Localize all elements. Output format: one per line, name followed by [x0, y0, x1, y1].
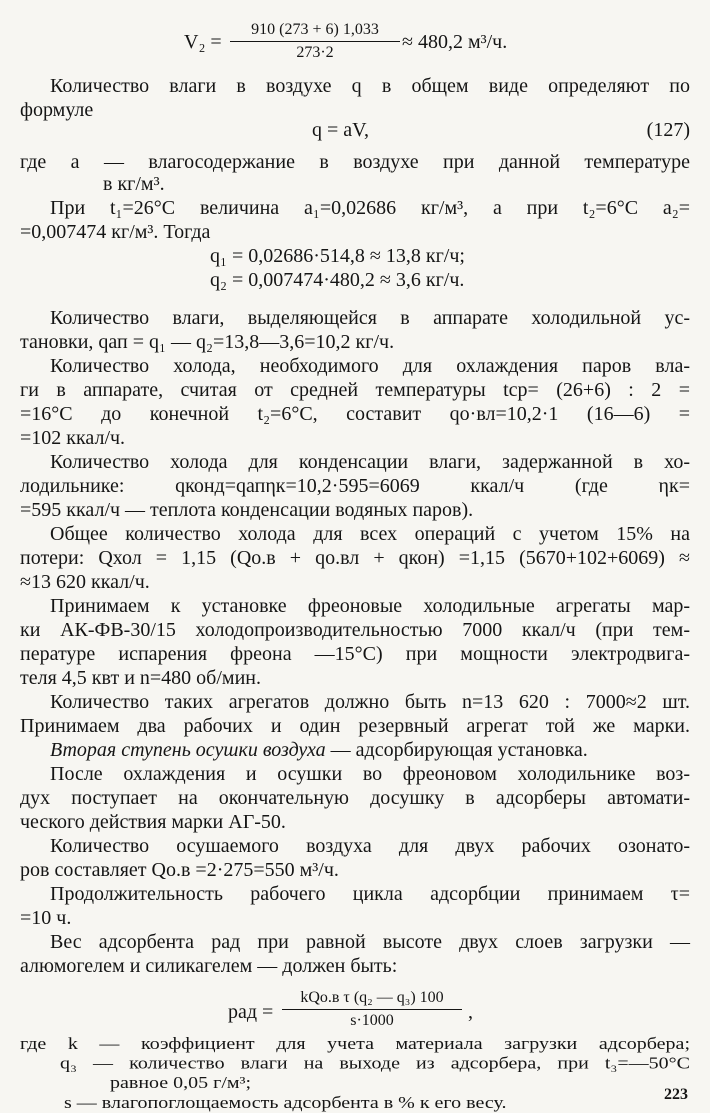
text-line: При t₁=26°С величина a₁=0,02686 кг/м³, а при t₂=6°С a₂=: [50, 197, 690, 219]
definitions-block: [20, 1034, 690, 1113]
text-line: формуле: [20, 99, 94, 121]
text-line: Количество таких агрегатов должно быть n=13 620 : 7000≈2 шт.: [50, 691, 690, 713]
text-line: =102 ккал/ч.: [20, 427, 126, 449]
text-line: лодильнике: qконд=qапηк=10,2·595=6069 ккал/ч (где ηк=: [20, 475, 690, 497]
text-line: потери: Qхол = 1,15 (Qо.в + qо.вл + qкон) =1,15 (5670+102+6069) ≈: [20, 547, 690, 569]
text-line: Количество влаги в воздухе q в общем виде определяют по: [50, 75, 690, 97]
text-line: Количество влаги, выделяющейся в аппарате холодильной ус-: [50, 307, 690, 329]
definition-s: s — влагопоглощаемость адсорбента в % к его весу.: [64, 1093, 507, 1112]
page-number: 223: [664, 1086, 688, 1103]
definition-q3-cont: равное 0,05 г/м³;: [110, 1074, 252, 1093]
text-line: Общее количество холода для всех операций с учетом 15% на: [50, 523, 690, 545]
equation-number: (127): [646, 119, 690, 141]
formula-pad-denominator: s·1000: [350, 1012, 394, 1029]
definition-k: где k — коэффициент для учета материала загрузки адсорбера;: [20, 1034, 690, 1053]
text-line: алюмогелем и силикагелем — должен быть:: [20, 955, 398, 977]
text-line: ров составляет Qо.в =2·275=550 м³/ч.: [20, 859, 339, 881]
formula-pad-lhs: pад =: [228, 1001, 274, 1023]
text-line: [50, 738, 690, 762]
text-line: =10 ч.: [20, 907, 72, 929]
text-line: теля 4,5 квт и n=480 об/мин.: [20, 667, 261, 689]
text-line: =595 ккал/ч — теплота конденсации водяных паров).: [20, 499, 474, 521]
text-line: ки АК-ФВ-30/15 холодопроизводительностью 7000 ккал/ч (при тем-: [20, 619, 690, 641]
text-line: =0,007474 кг/м³. Тогда: [20, 221, 211, 243]
text-line: тановки, qап = q₁ — q₂=13,8—3,6=10,2 кг/ч.: [20, 331, 395, 353]
formula-v2-rhs: ≈ 480,2 м³/ч.: [402, 31, 508, 53]
text-line: дух поступает на окончательную досушку в адсорберы автомати-: [20, 787, 690, 809]
formula-q1: q₁ = 0,02686·514,8 ≈ 13,8 кг/ч;: [210, 245, 465, 267]
text-line: где a — влагосодержание в воздухе при данной температуре: [20, 151, 690, 173]
text-line: Принимаем два рабочих и один резервный агрегат той же марки.: [20, 715, 690, 737]
definition-q3: q₃ — количество влаги на выходе из адсорбера, при t₃=—50°С: [60, 1054, 690, 1073]
formula-pad-fraction: [282, 988, 462, 1031]
formula-v2-lhs: V₂ =: [184, 31, 222, 53]
text-line: пературе испарения фреона —15°С) при мощности электродвига-: [20, 643, 690, 665]
formula-pad-rhs: ,: [468, 1001, 473, 1023]
text-line: Принимаем к установке фреоновые холодильные агрегаты мар-: [50, 595, 690, 617]
formula-q2: q₂ = 0,007474·480,2 ≈ 3,6 кг/ч.: [210, 269, 465, 291]
italic-heading: Вторая ступень осушки воздуха: [50, 739, 326, 761]
text-line: Количество осушаемого воздуха для двух рабочих озонато-: [50, 835, 690, 857]
text-line: ≈13 620 ккал/ч.: [20, 571, 150, 593]
text-line: Продолжительность рабочего цикла адсорбции принимаем τ=: [50, 883, 690, 905]
text-line: ги в аппарате, считая от средней температуры tср= (26+6) : 2 =: [20, 379, 690, 401]
formula-q: q = aV,: [312, 119, 370, 141]
text-fragment: — адсорбирующая установка.: [325, 739, 588, 761]
formula-v2-numerator: 910 (273 + 6) 1,033: [251, 21, 379, 38]
formula-v2-fraction: [230, 20, 400, 63]
formula-v2-denominator: 273·2: [296, 44, 334, 61]
text-line: ческого действия марки АГ-50.: [20, 811, 286, 833]
text-line: =16°С до конечной t₂=6°С, составит qо·вл=10,2·1 (16—6) =: [20, 403, 690, 425]
formula-pad-numerator: kQо.в τ (q₂ — q₃) 100: [300, 989, 444, 1006]
text-line: Количество холода, необходимого для охлаждения паров вла-: [50, 355, 690, 377]
text-line: Вес адсорбента pад при равной высоте двух слоев загрузки —: [50, 931, 690, 953]
text-line: Количество холода для конденсации влаги, задержанной в хо-: [50, 451, 690, 473]
text-line: в кг/м³.: [103, 173, 165, 195]
text-line: После охлаждения и осушки во фреоновом холодильнике воз-: [50, 763, 690, 785]
